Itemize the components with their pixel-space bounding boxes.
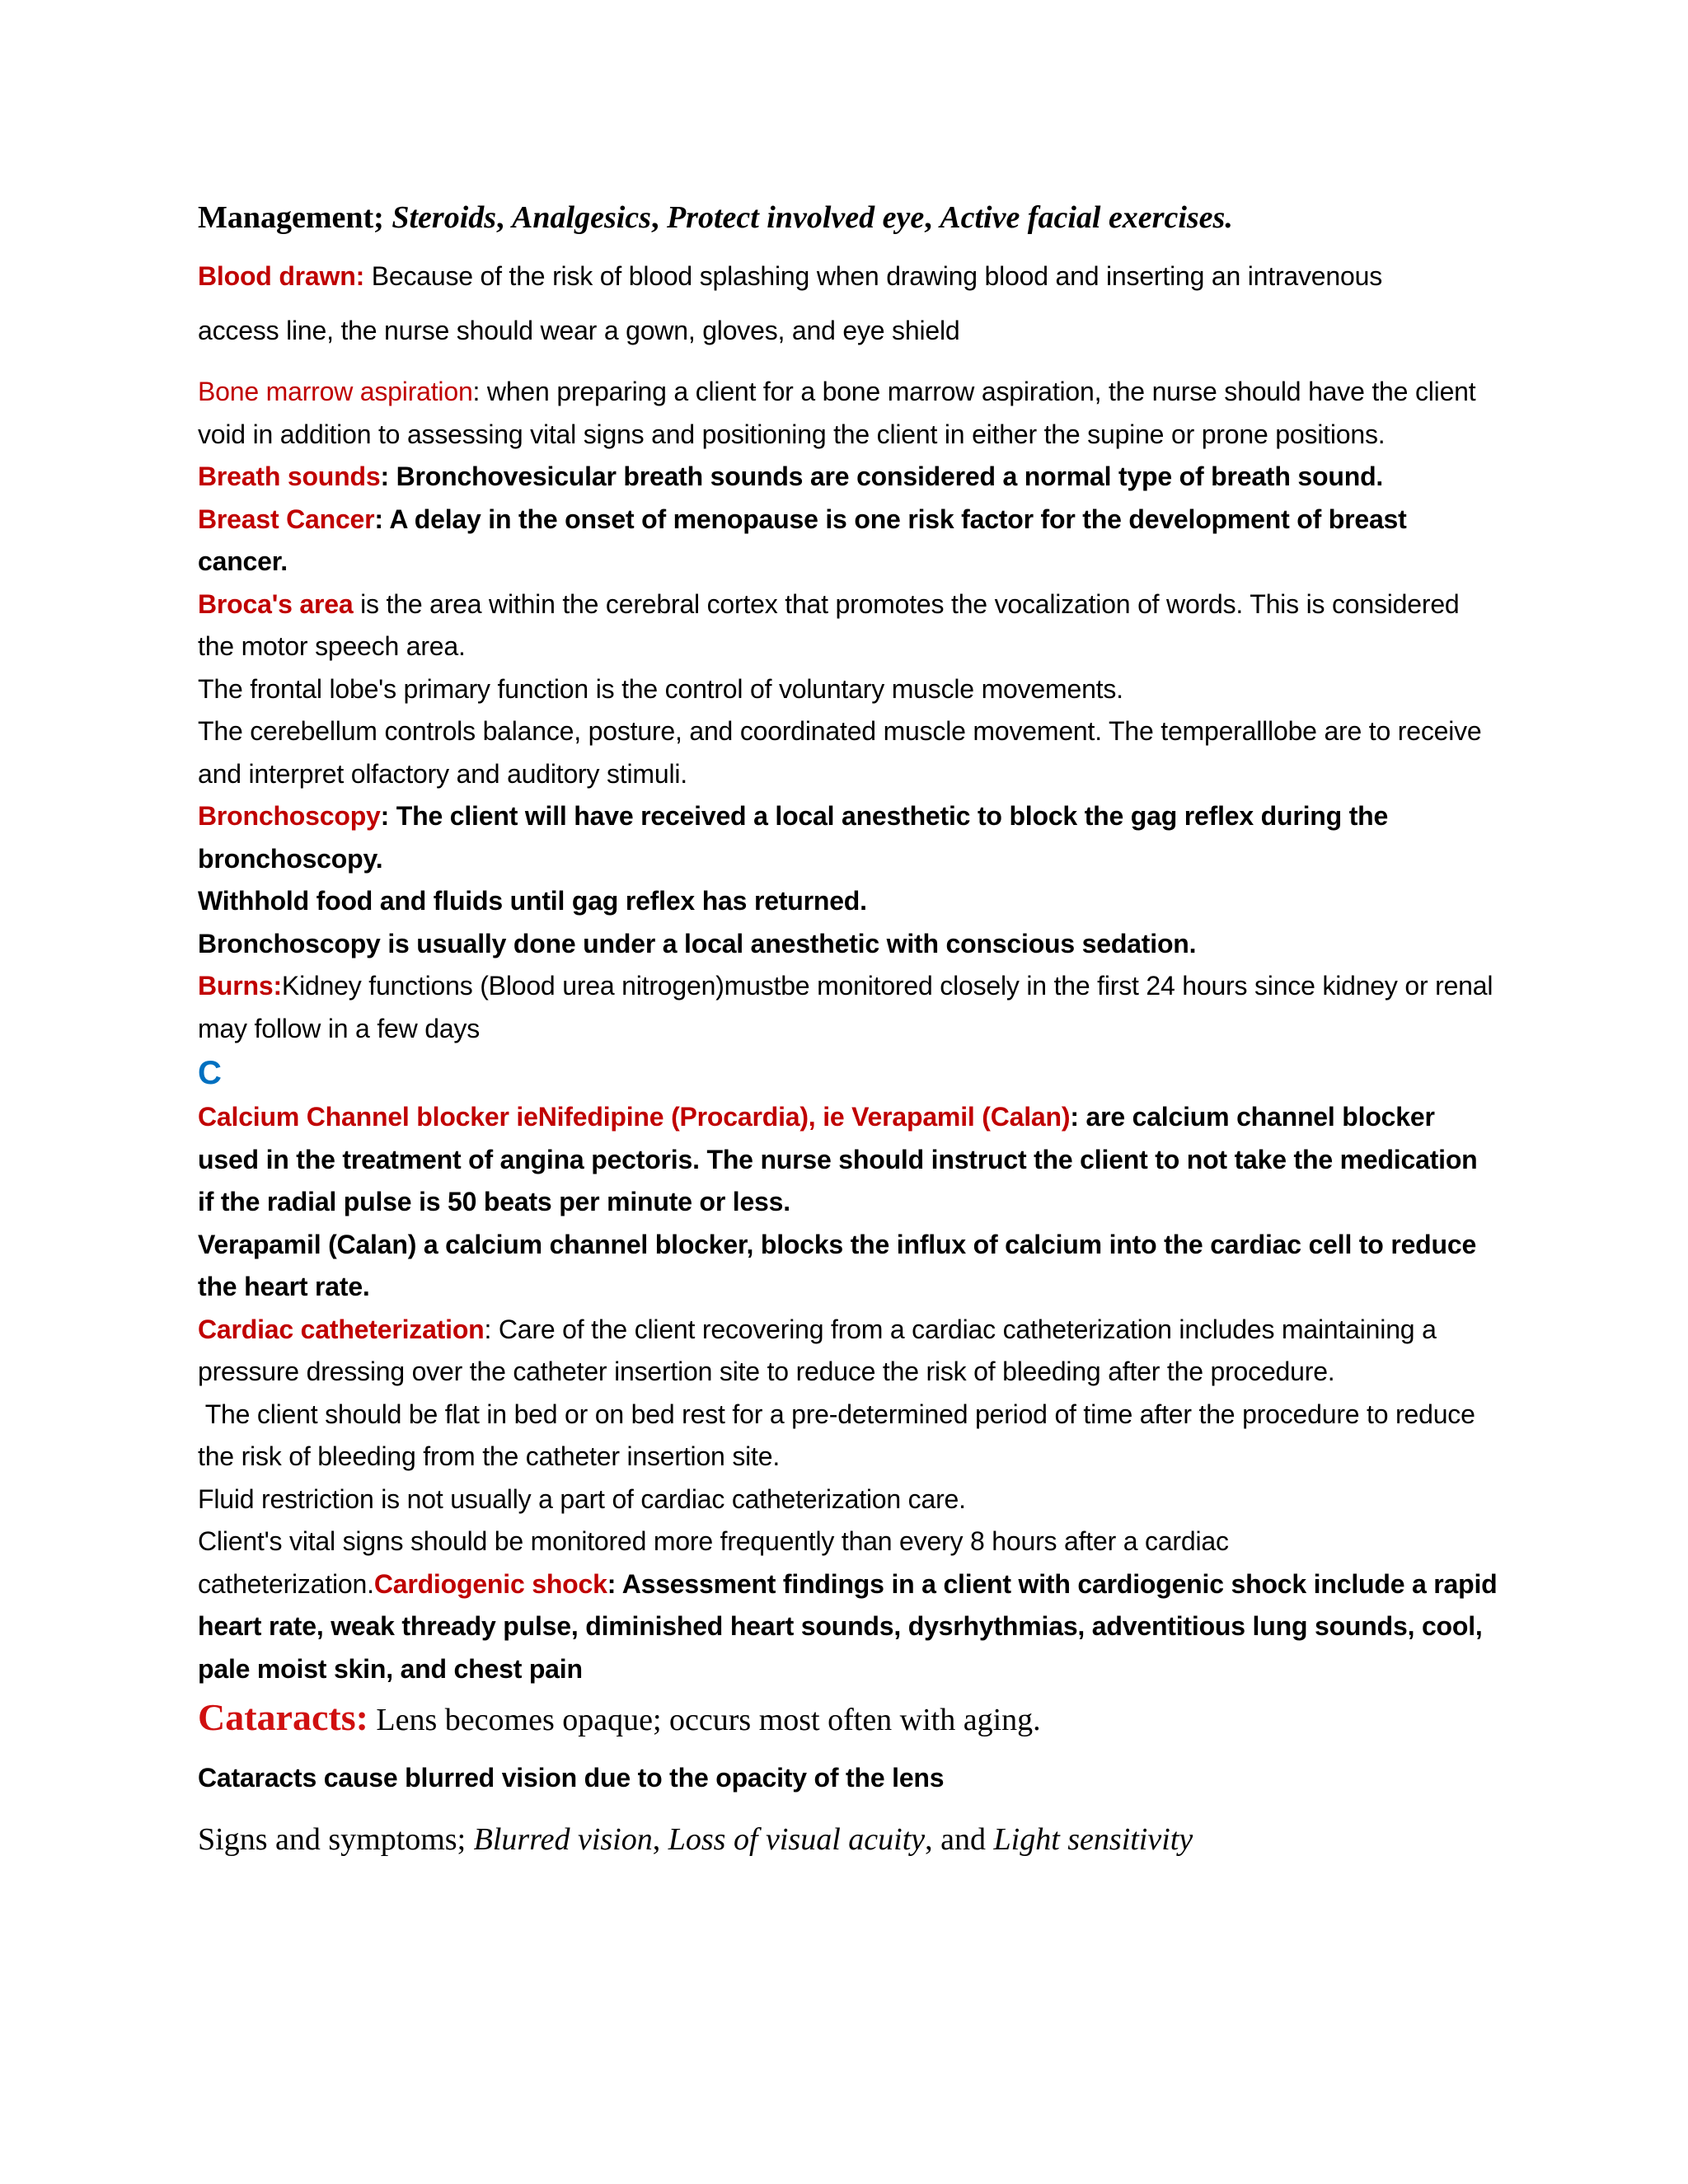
signs-label: Signs and symptoms; (198, 1821, 474, 1857)
burns-text: Kidney functions (Blood urea nitrogen)mustbe monitored closely in the first 24 hours since kidney or renal may follow in a few days (198, 971, 1493, 1043)
bone-marrow-entry (198, 371, 1500, 456)
term-cardiac-catheterization: Cardiac catheterization (198, 1314, 485, 1344)
burns-entry (198, 965, 1500, 1050)
sign-item: Blurred vision (473, 1821, 653, 1857)
verapamil-text: Verapamil (Calan) a calcium channel blocker, blocks the influx of calcium into the cardiac cell to reduce the heart rate. (198, 1229, 1477, 1301)
term-bronchoscopy: Bronchoscopy (198, 801, 381, 831)
term-breast-cancer: Breast Cancer (198, 504, 375, 534)
sign-separator: , (652, 1821, 668, 1857)
management-item: Steroids (392, 200, 497, 235)
bronchoscopy-line3: Bronchoscopy is usually done under a local anesthetic with conscious sedation. (198, 928, 1197, 958)
signs-and-symptoms-line (198, 1815, 1500, 1864)
cardiac-cath-fluid-text: Fluid restriction is not usually a part of cardiac catheterization care. (198, 1483, 966, 1514)
term-cardiogenic-shock: Cardiogenic shock (373, 1568, 607, 1599)
sign-item: Loss of visual acuity (668, 1821, 926, 1857)
cataracts-entry (198, 1690, 1500, 1747)
term-burns: Burns: (198, 971, 282, 1001)
blood-drawn-line2: access line, the nurse should wear a gown, gloves, and eye shield (198, 316, 960, 345)
brocas-area-text: is the area within the cerebral cortex that promotes the vocalization of words. This is considered the motor speech area. (198, 588, 1460, 661)
cardiogenic-shock-text: : Assessment findings in a client with cardiogenic shock include a rapid heart rate, weak thready pulse, diminished heart sounds, dysrhythmias, adventitious lung sounds, cool, pale moist skin, and chest pain (198, 1568, 1498, 1684)
bronchoscopy-text: : The client will have received a local anesthetic to block the gag reflex during the bronchoscopy. (198, 801, 1389, 874)
breath-sounds-entry (198, 456, 1500, 499)
notes-content (198, 194, 1500, 1864)
bone-marrow-text: : when preparing a client for a bone marrow aspiration, the nurse should have the client void in addition to assessing vital signs and positioning the client in either the supine or prone positions. (198, 377, 1476, 449)
cardiac-cath-flat-text: The client should be flat in bed or on bed rest for a pre-determined period of time after the procedure to reduce the risk of bleeding from the catheter insertion site. (198, 1399, 1483, 1471)
management-item: Active facial exercises. (940, 200, 1233, 235)
management-item: Analgesics (512, 200, 651, 235)
cardiac-cath-entry (198, 1309, 1500, 1394)
cardiac-cath-text: : Care of the client recovering from a cardiac catheterization includes maintaining a pressure dressing over the catheter insertion site to reduce the risk of bleeding after the procedure. (198, 1314, 1437, 1386)
management-line: Management; Steroids, Analgesics, Protect involved eye, Active facial exercises. (198, 200, 1233, 235)
bronchoscopy-line2: Withhold food and fluids until gag reflex has returned. (198, 886, 867, 916)
term-blood-drawn: Blood drawn: (198, 261, 365, 291)
bronchoscopy-entry (198, 795, 1500, 880)
management-label: Management; (198, 200, 384, 235)
breast-cancer-text: : A delay in the onset of menopause is one risk factor for the development of breast cancer. (198, 504, 1407, 576)
calcium-channel-entry (198, 1096, 1500, 1224)
blood-drawn-text: Because of the risk of blood splashing when drawing blood and inserting an intravenous (364, 261, 1382, 291)
sign-item: Light sensitivity (993, 1821, 1193, 1857)
blood-drawn-entry (198, 249, 1500, 303)
term-breath-sounds: Breath sounds (198, 462, 381, 491)
term-brocas-area: Broca's area (198, 588, 354, 619)
breath-sounds-text: : Bronchovesicular breath sounds are considered a normal type of breath sound. (380, 462, 1384, 491)
breast-cancer-entry (198, 499, 1500, 583)
calcium-channel-text: : are calcium channel blocker used in the treatment of angina pectoris. The nurse should instruct the client to not take the medication if the radial pulse is 50 beats per minute or less. (198, 1102, 1478, 1216)
term-cataracts: Cataracts: (198, 1696, 368, 1738)
sign-separator: , and (925, 1821, 994, 1857)
section-heading-c: C (198, 1055, 222, 1091)
brocas-area-entry (198, 583, 1500, 668)
cardiac-cath-vitals-text: Client's vital signs should be monitored more frequently than every 8 hours after a cardiac catheterization. (198, 1526, 1229, 1599)
frontal-lobe-text: The frontal lobe's primary function is the control of voluntary muscle movements. (198, 673, 1123, 704)
management-item: Protect involved eye (666, 200, 925, 235)
term-bone-marrow: Bone marrow aspiration (198, 377, 473, 406)
term-calcium-channel: Calcium Channel blocker ieNifedipine (Procardia), ie Verapamil (Calan) (198, 1102, 1071, 1132)
cerebellum-text: The cerebellum controls balance, posture, and coordinated muscle movement. The temperalllobe are to receive and interpret olfactory and auditory stimuli. (198, 716, 1482, 789)
cardiac-cath-vitals-entry (198, 1521, 1500, 1690)
cataracts-text: Lens becomes opaque; occurs most often with aging. (368, 1703, 1041, 1737)
cataracts-blurred-text: Cataracts cause blurred vision due to the opacity of the lens (198, 1763, 945, 1793)
